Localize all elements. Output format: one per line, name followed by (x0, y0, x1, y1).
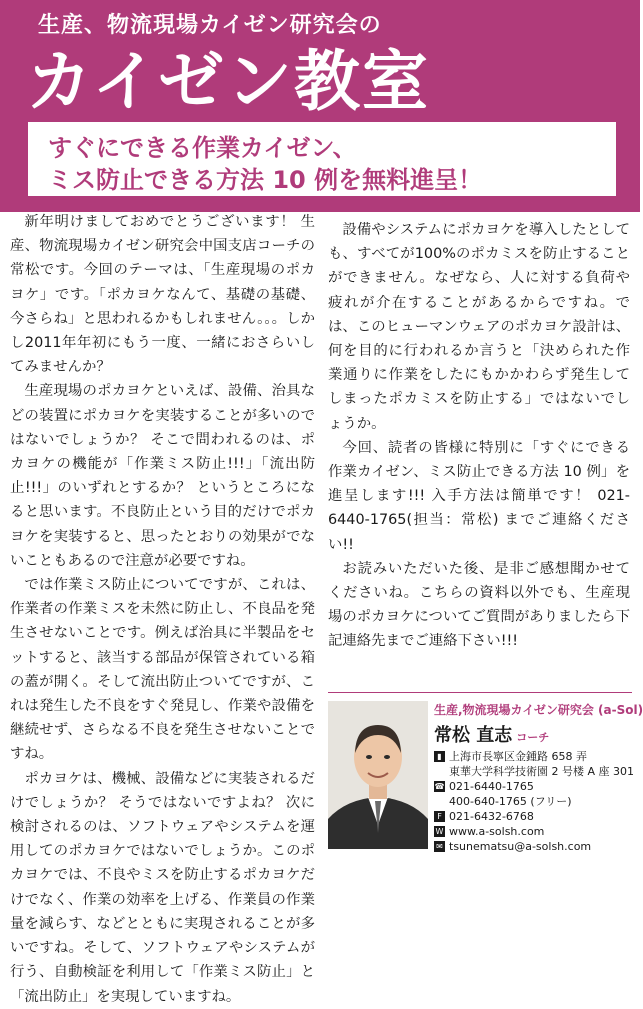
address-line-1: 上海市長寧区金鍾路 658 弄 (449, 750, 587, 763)
author-photo (328, 701, 428, 849)
article-paragraph-3: では作業ミス防止についてですが、これは、作業者の作業ミスを未然に防止し、不良品を発生させないことです。例えば治具に半製品をセットすると、該当する部品が保管されている箱の蓋が開く。そして流出防止ついてですが、これは発生した不良をすぐ発見し、作業や設備を継続せず、さらなる不良を発生させないことですね。 (10, 577, 315, 763)
fax-number: 021-6432-6768 (449, 810, 534, 823)
author-profile (328, 692, 643, 853)
author-role: コーチ (516, 731, 550, 744)
article-paragraph-6: 今回、読者の皆様に特別に「すぐにできる作業カイゼン、ミス防止できる方法 10 例」を進呈します!!! 入手方法は簡単です！ 021-6440-1765(担当：常松) までご連絡ください!! (328, 439, 630, 553)
website-link[interactable]: www.a-solsh.com (449, 825, 545, 838)
email-row (434, 839, 630, 854)
author-name-line (434, 721, 549, 747)
phone-number-2[interactable]: 400-640-1765 (フリー) (449, 795, 572, 808)
author-contacts (434, 749, 635, 854)
article-column-left (10, 210, 315, 1009)
author-portrait-icon (328, 701, 428, 849)
web-icon: W (435, 827, 444, 836)
phone-number-1[interactable]: 021-6440-1765 (449, 780, 534, 793)
tagline-line-2: ミス防止できる方法 10 例を無料進呈！ (48, 166, 483, 194)
article-column-right (328, 218, 630, 654)
email-link[interactable]: tsunematsu@a-solsh.com (449, 840, 592, 853)
phone-row (434, 779, 630, 794)
address-row-2 (434, 764, 635, 779)
fax-row (434, 809, 630, 824)
article-paragraph-5: 設備やシステムにポカヨケを導入したとしても、すべてが100%のポカミスを防止することができません。なぜなら、人に対する負荷や疲れが介在することがあるからですね。では、このヒューマンウェアのポカヨケ設計は、何を目的に行われるか言うと「決められた作業通りに作業をしたにもかかわらず発生してしまったポカミスを防止する」ではないでしょうか。 (328, 222, 630, 432)
phone-row-2 (434, 794, 630, 809)
tagline-box (26, 120, 618, 198)
header-banner (0, 0, 640, 212)
article-paragraph-1: 新年明けましておめでとうございます！ 生産、物流現場カイゼン研究会中国支店コーチの常松です。今回のテーマは、「生産現場のポカヨケ」です。「ポカヨケなんて、基礎の基礎、今さらね」と思われるかもしれません。。。しかし2011年年初にもう一度、一緒におさらいしてみませんか？ (10, 214, 315, 376)
article-paragraph-2: 生産現場のポカヨケといえば、設備、治具などの装置にポカヨケを実装することが多いのではないでしょうか？ そこで問われるのは、ポカヨケの機能が「作業ミス防止!!!」「流出防止!!!」のいずれとするか？ というところになると思います。不良防止という目的だけでポカヨケを実装すると、思ったとおりの効果がでないこともあるので注意が必要ですね。 (10, 383, 315, 569)
author-organization: 生産,物流現場カイゼン研究会 (a-Sol) (434, 703, 643, 717)
article-paragraph-4: ポカヨケは、機械、設備などに実装されるだけでしょうか？ そうではないですよね？ 次に検討されるのは、ソフトウェアやシステムを運用してのポカヨケではないでしょうか。このポカヨケでは、不良やミスを防止するポカヨケだけでなく、作業の効率を上げる、作業員の作業量を減らす、などとともに実現されることが多いですね。そして、ソフトウェアやシステムが行う、自動検証を利用して「作業ミス防止」と「流出防止」を実現していますね。 (10, 770, 315, 1005)
phone-icon: ☎ (434, 782, 445, 791)
email-icon: ✉ (434, 841, 445, 852)
address-row (434, 749, 630, 764)
web-row (434, 824, 630, 839)
author-name: 常松 直志 (434, 725, 513, 746)
address-line-2: 東華大学科学技術園 2 号楼 A 座 301 (449, 765, 635, 778)
fax-icon: F (434, 811, 445, 822)
article-paragraph-7: お読みいただいた後、是非ご感想聞かせてくださいね。こちらの資料以外でも、生産現場のポカヨケについてご質問がありましたら下記連絡先までご連絡下さい!!! (328, 560, 630, 650)
header-subtitle: 生産、物流現場カイゼン研究会の (38, 13, 382, 38)
tagline-line-1: すぐにできる作業カイゼン、 (48, 134, 357, 162)
header-title: カイゼン教室 (26, 43, 431, 120)
building-icon: ▮ (434, 751, 445, 762)
